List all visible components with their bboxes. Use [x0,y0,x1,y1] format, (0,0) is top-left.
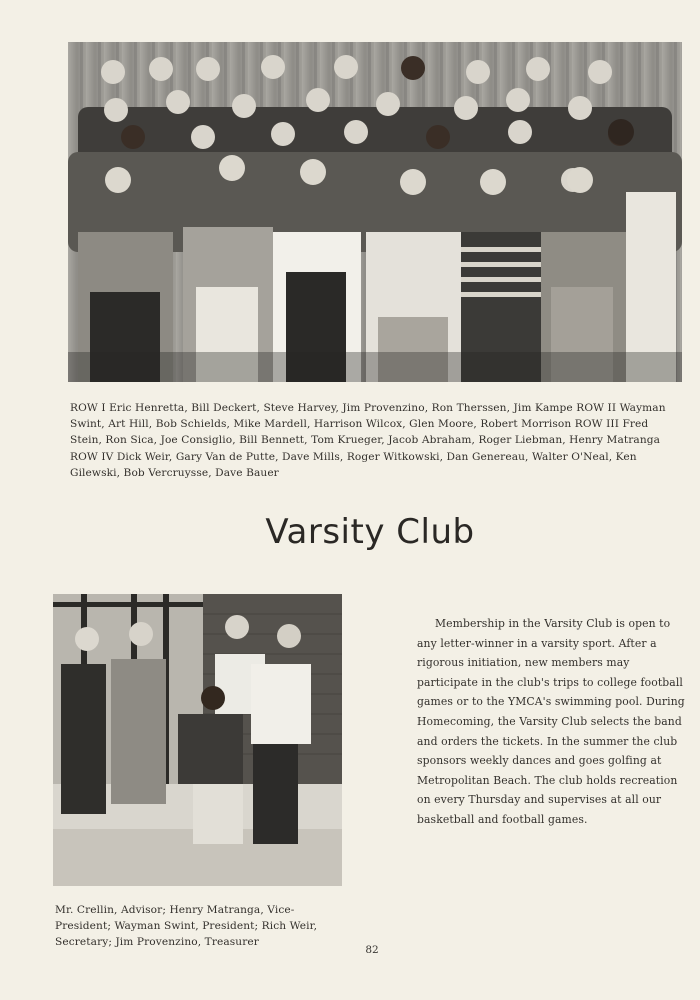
officers-photo-illustration [53,594,342,886]
team-group-photo [68,42,682,382]
page-title: Varsity Club [265,512,475,552]
club-description-text: Membership in the Varsity Club is open to any letter-winner in a varsity sport. After a rigorous initiation, new members may participate in the club's trips to college football games or to the YMCA's swimming pool. During Homecoming, the Varsity Club selects the band and orders the tickets. In the summer the club sponsors weekly dances and goes golfing at Metropolitan Beach. The club holds recreation on every Thursday and supervises at all our basketball and football games. [417,617,685,826]
officers-photo [53,594,342,886]
officers-photo-caption: Mr. Crellin, Advisor; Henry Matranga, Vice-President; Wayman Swint, President; Rich Weir, Secretary; Jim Provenzino, Treasurer [55,904,318,949]
club-description [417,614,687,830]
team-photo-illustration [68,42,682,382]
team-photo-caption: ROW I Eric Henretta, Bill Deckert, Steve Harvey, Jim Provenzino, Ron Therssen, Jim Kampe ROW II Wayman Swint, Art Hill, Bob Schields, Mike Mardell, Harrison Wilcox, Glen Moore, Robert Morrison ROW III Fred Stein, Ron Sica, Joe Consiglio, Bill Bennett, Tom Krueger, Jacob Abraham, Roger Liebman, Henry Matranga ROW IV Dick Weir, Gary Van de Putte, Dave Mills, Roger Witkowski, Dan Genereau, Walter O'Neal, Ken Gilewski, Bob Vercruysse, Dave Bauer [70,402,666,479]
page-number: 82 [365,944,379,956]
